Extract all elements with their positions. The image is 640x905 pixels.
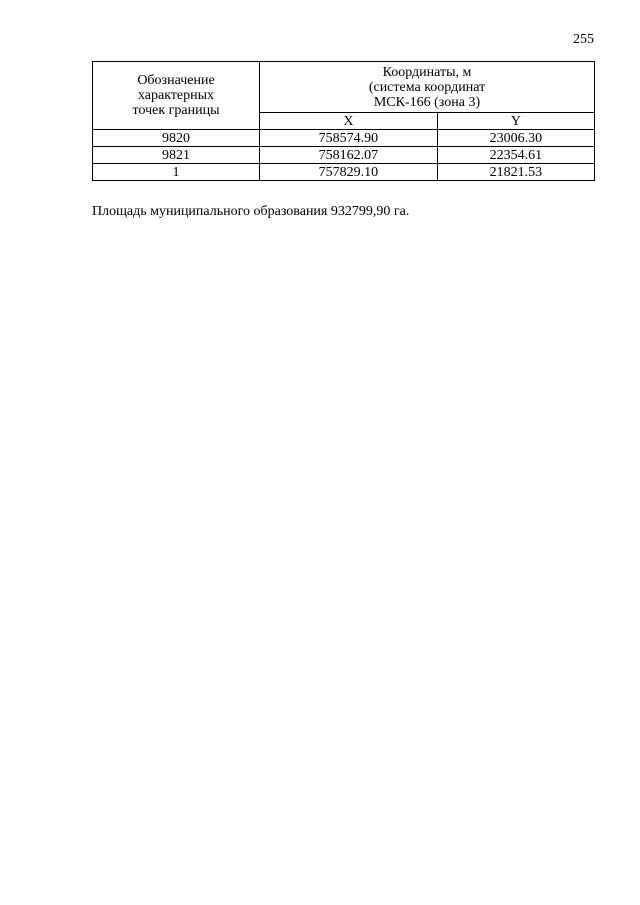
point-cell: 1 [93,164,260,181]
coordinates-header: Координаты, м (система координат МСК-166 (зона 3) [260,62,595,113]
coordinates-table [92,61,595,181]
point-cell: 9821 [93,147,260,164]
point-cell: 9820 [93,130,260,147]
y-cell: 22354.61 [437,147,594,164]
y-cell: 23006.30 [437,130,594,147]
municipality-area-statement: Площадь муниципального образования 932799,90 га. [92,204,410,219]
x-cell: 758162.07 [260,147,438,164]
table-row [93,147,595,164]
y-cell: 21821.53 [437,164,594,181]
page-number: 255 [573,32,594,47]
x-cell: 758574.90 [260,130,438,147]
table-row [93,130,595,147]
y-column-header: Y [437,113,594,130]
x-column-header: X [260,113,438,130]
table-row [93,164,595,181]
point-designation-header: Обозначение характерных точек границы [93,62,260,130]
x-cell: 757829.10 [260,164,438,181]
